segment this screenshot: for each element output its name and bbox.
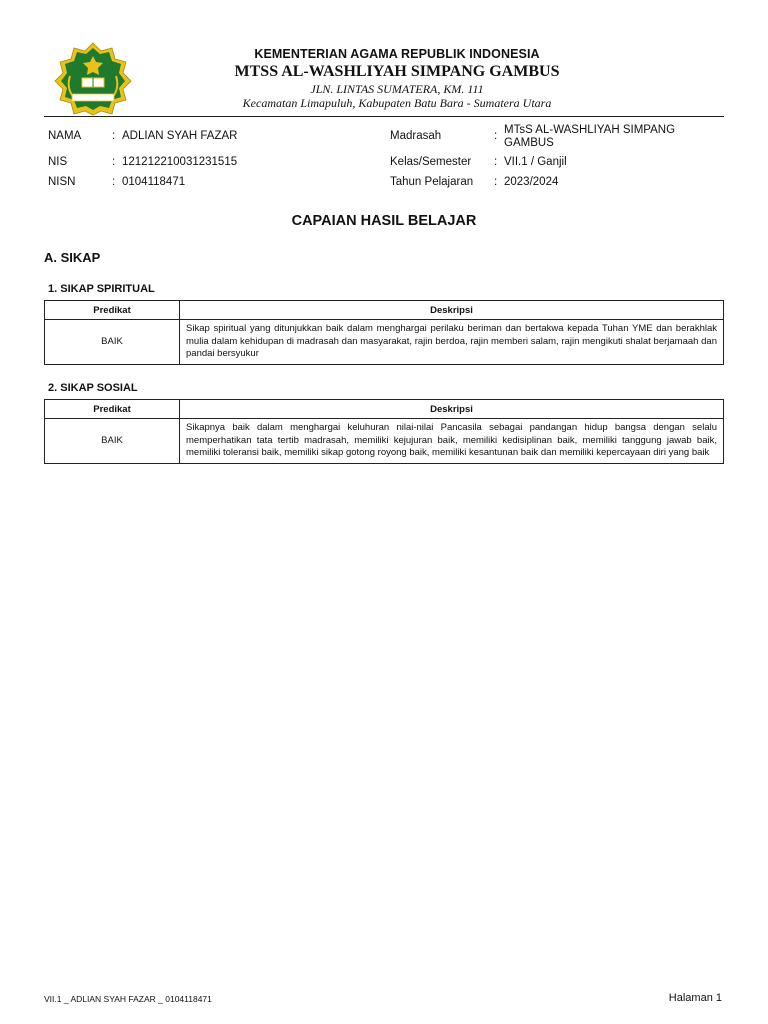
deskripsi-header: Deskripsi <box>180 400 724 419</box>
section-sikap-heading: A. SIKAP <box>44 250 101 265</box>
header-divider <box>44 116 724 117</box>
madrasah-value: MTsS AL-WASHLIYAH SIMPANG GAMBUS <box>504 124 676 149</box>
school-name: MTSS AL-WASHLIYAH SIMPANG GAMBUS <box>234 63 560 80</box>
nis-value: 121212210031231515 <box>122 156 238 168</box>
sikap-sosial-heading: 2. SIKAP SOSIAL <box>48 382 138 394</box>
nis-separator: : <box>112 156 116 168</box>
ministry-name: KEMENTERIAN AGAMA REPUBLIK INDONESIA <box>254 47 540 61</box>
school-district: Kecamatan Limapuluh, Kabupaten Batu Bara - Sumatera Utara <box>242 96 552 110</box>
predikat-header: Predikat <box>45 400 180 419</box>
deskripsi-header: Deskripsi <box>180 301 724 320</box>
sikap-spiritual-heading: 1. SIKAP SPIRITUAL <box>48 283 155 295</box>
kelas-label: Kelas/Semester <box>390 156 472 168</box>
table-row <box>45 419 724 464</box>
footer-student-id: VII.1 _ ADLIAN SYAH FAZAR _ 0104118471 <box>44 994 212 1004</box>
predikat-header: Predikat <box>45 301 180 320</box>
deskripsi-cell: Sikapnya baik dalam menghargai keluhuran nilai-nilai Pancasila sebagai pandangan hidup bangsa dengan selalu memperhatikan tata tertib madrasah, memiliki kejujuran baik, memiliki kedisiplinan baik, memiliki tanggung jawab baik, memiliki toleransi baik, memiliki sikap gotong royong baik, memiliki kesantunan baik dan memiliki kepercayaan diri yang baik <box>180 419 724 464</box>
nis-label: NIS <box>48 156 68 168</box>
table-row <box>45 320 724 365</box>
tahun-separator: : <box>494 176 498 188</box>
kelas-separator: : <box>494 156 498 168</box>
school-address: JLN. LINTAS SUMATERA, KM. 111 <box>310 82 484 96</box>
nama-label: NAMA <box>48 130 82 142</box>
deskripsi-cell: Sikap spiritual yang ditunjukkan baik dalam menghargai perilaku beriman dan bertakwa kepada Tuhan YME dan berakhlak mulia dalam kehidupan di madrasah dan masyarakat, rajin berdoa, rajin memberi salam, rajin mengikuti shalat berjamaah dan pandai bersyukur <box>180 320 724 365</box>
table-header-row <box>45 301 724 320</box>
tahun-value: 2023/2024 <box>504 176 559 188</box>
nisn-separator: : <box>112 176 116 188</box>
page-number: Halaman 1 <box>668 992 722 1004</box>
tahun-label: Tahun Pelajaran <box>390 176 474 188</box>
sikap-spiritual-table <box>44 300 724 365</box>
nama-separator: : <box>112 130 116 142</box>
nama-value: ADLIAN SYAH FAZAR <box>122 130 238 142</box>
sikap-sosial-table <box>44 399 724 464</box>
nisn-value: 0104118471 <box>122 176 186 188</box>
predikat-cell: BAIK <box>45 419 180 464</box>
madrasah-separator: : <box>494 130 498 142</box>
madrasah-label: Madrasah <box>390 130 442 142</box>
predikat-cell: BAIK <box>45 320 180 365</box>
table-header-row <box>45 400 724 419</box>
nisn-label: NISN <box>48 176 76 188</box>
kelas-value: VII.1 / Ganjil <box>504 156 567 168</box>
page-title: CAPAIAN HASIL BELAJAR <box>291 213 477 229</box>
